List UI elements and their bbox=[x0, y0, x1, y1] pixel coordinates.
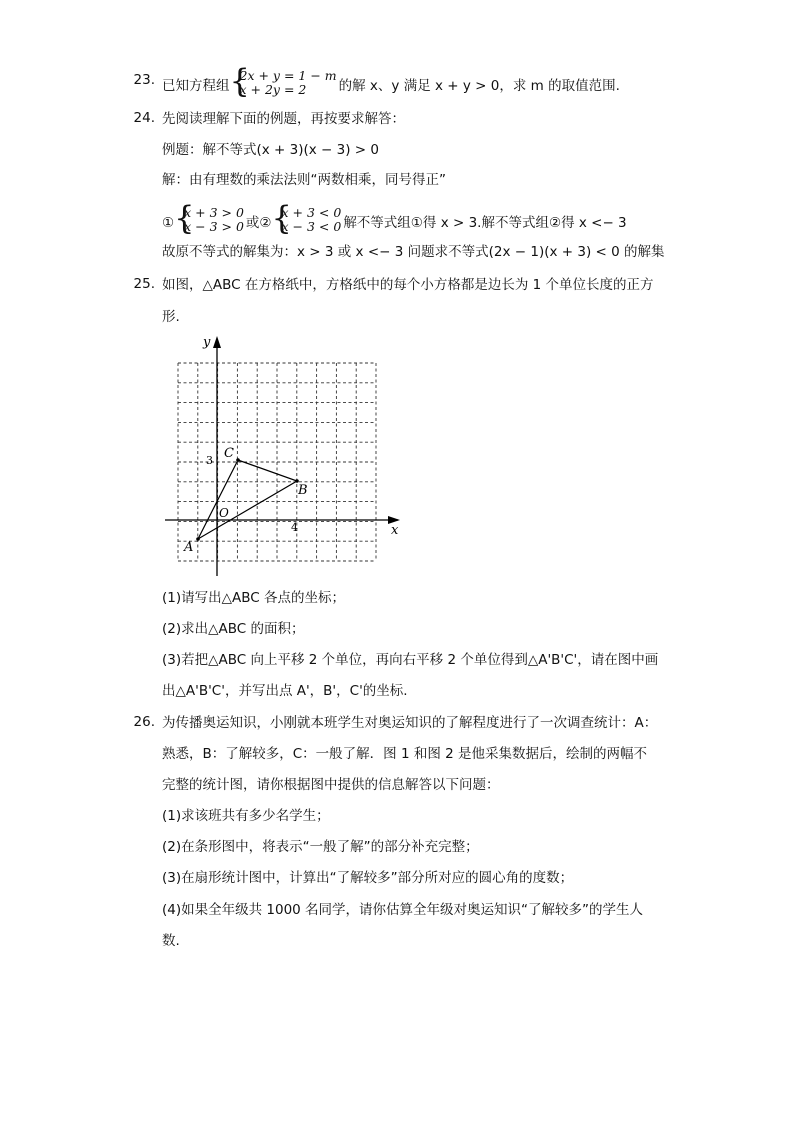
q24-intro: 先阅读理解下面的例题，再按要求解答： bbox=[162, 111, 405, 127]
q25-line-1: 如图，△ABC 在方格纸中，方格纸中的每个小方格都是边长为 1 个单位长度的正方 bbox=[162, 277, 654, 293]
question-25-number: 25. bbox=[133, 276, 155, 292]
q26-part-4b: 数. bbox=[162, 933, 180, 949]
q25-part-2: (2)求出△ABC 的面积； bbox=[162, 621, 305, 637]
q24-solution: 解：由有理数的乘法法则“两数相乘，同号得正” bbox=[162, 172, 446, 188]
q23-pre: 已知方程组 bbox=[162, 78, 230, 94]
q26-line-2: 熟悉，B：了解较多，C：一般了解．图 1 和图 2 是他采集数据后，绘制的两幅不 bbox=[162, 746, 648, 762]
q24-conclusion: 故原不等式的解集为：x > 3 或 x <− 3 问题求不等式(2x − 1)(x + 3) < 0 的解集 bbox=[162, 244, 665, 260]
coordinate-grid-figure bbox=[160, 333, 410, 578]
q26-line-3: 完整的统计图，请你根据图中提供的信息解答以下问题： bbox=[162, 777, 500, 793]
q26-part-2: (2)在条形图中，将表示“一般了解”的部分补充完整； bbox=[162, 839, 479, 855]
q25-part-1: (1)请写出△ABC 各点的坐标； bbox=[162, 590, 345, 606]
q24-systems: ① { x + 3 > 0 x − 3 > 0 或② { x + 3 < 0 x − 3 < 0 解不等式组①得 x > 3.解不等式组②得 x <− 3 bbox=[162, 209, 627, 237]
q23-system: { 2x + y = 1 − m x + 2y = 2 bbox=[232, 69, 337, 97]
x-axis-label: x bbox=[391, 523, 399, 538]
point-c bbox=[236, 458, 240, 462]
q24-system-1: { x + 3 > 0 x − 3 > 0 bbox=[176, 206, 244, 234]
q26-part-3: (3)在扇形统计图中，计算出“了解较多”部分所对应的圆心角的度数； bbox=[162, 870, 574, 886]
q26-line-1: 为传播奥运知识，小刚就本班学生对奥运知识的了解程度进行了一次调查统计：A： bbox=[162, 715, 658, 731]
tick-label-y-3: 3 bbox=[206, 454, 213, 467]
q26-part-1: (1)求该班共有多少名学生； bbox=[162, 808, 330, 824]
q23-post: 的解 x、y 满足 x + y > 0，求 m 的取值范围. bbox=[338, 78, 620, 94]
q24-system-2: { x + 3 < 0 x − 3 < 0 bbox=[274, 206, 342, 234]
q24-example: 例题：解不等式(x + 3)(x − 3) > 0 bbox=[162, 142, 379, 158]
vertex-label-c: C bbox=[224, 446, 234, 461]
q25-part-3a: (3)若把△ABC 向上平移 2 个单位，再向右平移 2 个单位得到△A'B'C'，请在图中画 bbox=[162, 652, 659, 668]
q25-part-3b: 出△A'B'C'，并写出点 A'，B'，C'的坐标. bbox=[162, 683, 408, 699]
vertex-label-a: A bbox=[184, 540, 194, 555]
q25-line-2: 形. bbox=[162, 309, 180, 325]
question-23-number: 23. bbox=[133, 72, 155, 88]
question-24-number: 24. bbox=[133, 110, 155, 126]
triangle-abc bbox=[198, 460, 297, 539]
tick-label-x-4: 4 bbox=[291, 521, 298, 534]
question-26-number: 26. bbox=[133, 714, 155, 730]
origin-label: O bbox=[219, 506, 229, 520]
question-23-text bbox=[162, 68, 620, 100]
y-axis-arrow bbox=[213, 336, 221, 348]
point-a bbox=[196, 537, 200, 541]
q26-part-4a: (4)如果全年级共 1000 名同学，请你估算全年级对奥运知识“了解较多”的学生人 bbox=[162, 902, 644, 918]
y-axis-label: y bbox=[203, 335, 211, 350]
vertex-label-b: B bbox=[298, 483, 308, 498]
